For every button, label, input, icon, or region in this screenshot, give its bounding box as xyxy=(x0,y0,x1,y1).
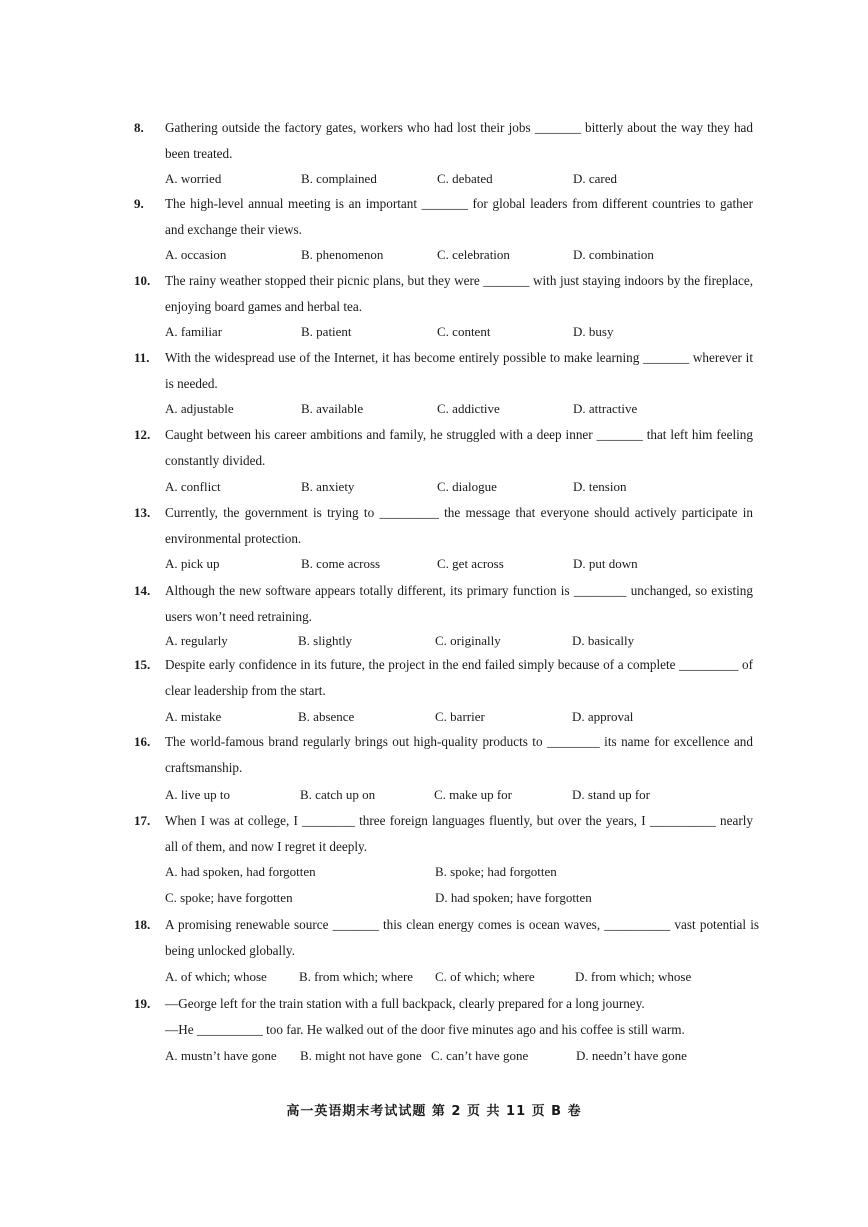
option-a[interactable]: A. live up to xyxy=(165,787,230,802)
option-a[interactable]: A. conflict xyxy=(165,479,221,494)
option-d[interactable]: D. had spoken; have forgotten xyxy=(435,890,592,905)
option-b[interactable]: B. complained xyxy=(301,171,377,186)
option-a[interactable]: A. had spoken, had forgotten xyxy=(165,864,316,879)
option-d[interactable]: D. busy xyxy=(573,324,614,339)
option-a[interactable]: A. familiar xyxy=(165,324,223,339)
question-stem: With the widespread use of the Internet, it has become entirely possible to make learning _______ wherever it is needed. xyxy=(165,350,753,391)
options-row xyxy=(165,705,765,729)
option-b[interactable]: B. patient xyxy=(301,324,352,339)
option-b[interactable]: B. might not have gone xyxy=(300,1048,422,1063)
option-a[interactable]: A. occasion xyxy=(165,247,227,262)
options-row xyxy=(165,243,765,267)
option-b[interactable]: B. anxiety xyxy=(301,479,355,494)
question-stem: Caught between his career ambitions and family, he struggled with a deep inner _______ that left him feeling constantly divided. xyxy=(165,427,753,468)
option-c[interactable]: C. barrier xyxy=(435,709,485,724)
option-d[interactable]: D. cared xyxy=(573,171,618,186)
option-d[interactable]: D. attractive xyxy=(573,401,638,416)
question-number: 9. xyxy=(134,196,144,211)
question-number: 16. xyxy=(134,734,151,749)
options-row xyxy=(165,783,765,807)
question-stem: Although the new software appears totally different, its primary function is ________ unchanged, so existing users won’t need retraining. xyxy=(165,583,753,624)
question-stem: Gathering outside the factory gates, workers who had lost their jobs _______ bitterly about the way they had been treated. xyxy=(165,120,753,161)
option-a[interactable]: A. of which; whose xyxy=(165,969,267,984)
option-c[interactable]: C. dialogue xyxy=(437,479,497,494)
option-d[interactable]: D. combination xyxy=(573,247,654,262)
option-b[interactable]: B. phenomenon xyxy=(301,247,384,262)
question-stem: A promising renewable source _______ this clean energy comes is ocean waves, __________ vast potential is being unlocked globally. xyxy=(165,917,759,958)
options-row xyxy=(165,475,765,499)
question-number: 17. xyxy=(134,813,151,828)
options-row xyxy=(165,629,765,653)
option-c[interactable]: C. get across xyxy=(437,556,504,571)
options-row xyxy=(165,397,765,421)
question-stem: The rainy weather stopped their picnic plans, but they were _______ with just staying indoors by the fireplace, enjoying board games and herbal tea. xyxy=(165,273,753,314)
option-c[interactable]: C. celebration xyxy=(437,247,510,262)
option-a[interactable]: A. regularly xyxy=(165,633,228,648)
options-row xyxy=(165,552,765,576)
question-stem: When I was at college, I ________ three foreign languages fluently, but over the years, I __________ nearly all of them, and now I regret it deeply. xyxy=(165,813,753,854)
option-b[interactable]: B. available xyxy=(301,401,364,416)
question-number: 19. xyxy=(134,996,151,1011)
option-b[interactable]: B. from which; where xyxy=(299,969,414,984)
option-c[interactable]: C. make up for xyxy=(434,787,512,802)
question-stem: Currently, the government is trying to _________ the message that everyone should actively participate in environmental protection. xyxy=(165,505,753,546)
option-a[interactable]: A. worried xyxy=(165,171,222,186)
question-number: 14. xyxy=(134,583,151,598)
option-d[interactable]: D. basically xyxy=(572,633,635,648)
options-row xyxy=(165,1044,765,1068)
question-stem: Despite early confidence in its future, the project in the end failed simply because of a complete _________ of clear leadership from the start. xyxy=(165,657,753,698)
option-b[interactable]: B. come across xyxy=(301,556,381,571)
options-row xyxy=(165,886,765,910)
option-a[interactable]: A. mistake xyxy=(165,709,222,724)
question-number: 18. xyxy=(134,917,151,932)
option-c[interactable]: C. of which; where xyxy=(435,969,535,984)
question-stem: The high-level annual meeting is an important _______ for global leaders from different countries to gather and exchange their views. xyxy=(165,196,753,237)
option-c[interactable]: C. originally xyxy=(435,633,501,648)
option-d[interactable]: D. put down xyxy=(573,556,638,571)
question-number: 11. xyxy=(134,350,150,365)
page-footer: 高一英语期末考试试题 第 2 页 共 11 页 B 卷 xyxy=(286,1104,582,1119)
question-number: 15. xyxy=(134,657,151,672)
option-d[interactable]: D. stand up for xyxy=(572,787,650,802)
question-stem: —George left for the train station with a full backpack, clearly prepared for a long journey. —He __________ too far. He walked out of the door five minutes ago and his coffee is still warm. xyxy=(165,996,685,1037)
option-c[interactable]: C. spoke; have forgotten xyxy=(165,890,293,905)
option-b[interactable]: B. absence xyxy=(298,709,355,724)
option-a[interactable]: A. adjustable xyxy=(165,401,234,416)
options-row xyxy=(165,320,765,344)
question-stem: The world-famous brand regularly brings out high-quality products to ________ its name for excellence and craftsmanship. xyxy=(165,734,753,775)
option-c[interactable]: C. addictive xyxy=(437,401,500,416)
option-d[interactable]: D. needn’t have gone xyxy=(576,1048,687,1063)
option-b[interactable]: B. catch up on xyxy=(300,787,376,802)
option-c[interactable]: C. content xyxy=(437,324,491,339)
option-a[interactable]: A. mustn’t have gone xyxy=(165,1048,277,1063)
question-number: 13. xyxy=(134,505,151,520)
option-d[interactable]: D. tension xyxy=(573,479,627,494)
option-d[interactable]: D. from which; whose xyxy=(575,969,692,984)
option-a[interactable]: A. pick up xyxy=(165,556,220,571)
option-b[interactable]: B. spoke; had forgotten xyxy=(435,864,557,879)
question-number: 10. xyxy=(134,273,151,288)
option-c[interactable]: C. debated xyxy=(437,171,493,186)
options-row xyxy=(165,965,765,989)
option-d[interactable]: D. approval xyxy=(572,709,634,724)
option-c[interactable]: C. can’t have gone xyxy=(431,1048,529,1063)
options-row xyxy=(165,860,765,884)
question-number: 12. xyxy=(134,427,151,442)
options-row xyxy=(165,167,765,191)
option-b[interactable]: B. slightly xyxy=(298,633,353,648)
question-number: 8. xyxy=(134,120,144,135)
